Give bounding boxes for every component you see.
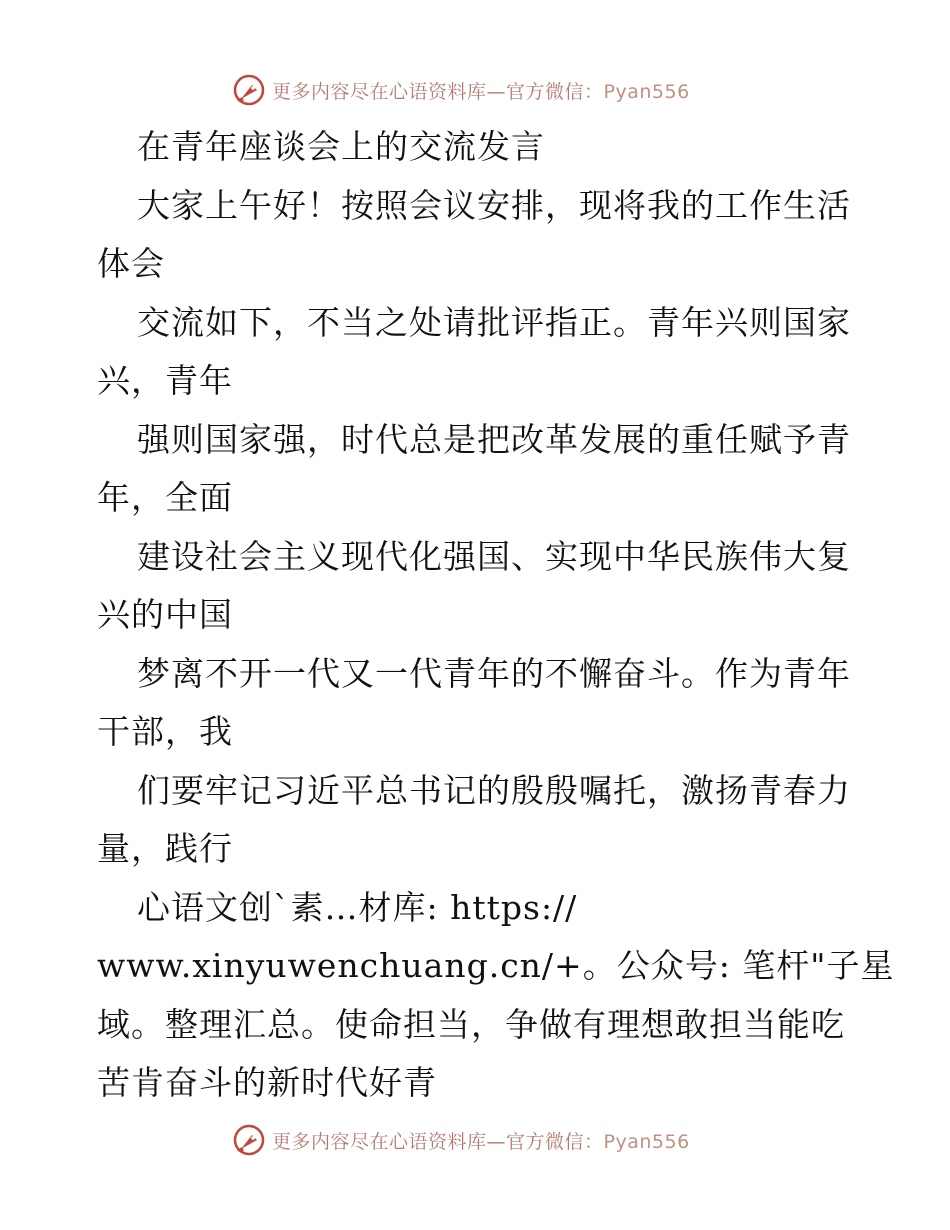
text-line: 体会	[97, 244, 165, 283]
text-line: 们要牢记习近平总书记的殷殷嘱托，激扬青春力	[137, 770, 851, 810]
text-line: 兴，青年	[97, 361, 233, 400]
watermark-wechat-id: Pyan556	[603, 80, 690, 103]
text-line: 干部，我	[97, 712, 233, 751]
watermark-prefix: 更多内容尽在心语资料库—官方微信：	[272, 1130, 604, 1153]
text-line: 建设社会主义现代化强国、实现中华民族伟大复	[137, 536, 851, 576]
text-line: www.xinyuwenchuang.cn/+。公众号: 笔杆"子星	[97, 946, 895, 985]
text-line: 苦肯奋斗的新时代好青	[97, 1063, 437, 1102]
header-watermark	[232, 70, 752, 110]
text-line: 强则国家强，时代总是把改革发展的重任赋予青	[137, 419, 851, 459]
text-line: 大家上午好！按照会议安排，现将我的工作生活	[137, 185, 851, 225]
text-line: 心语文创`素…材库: https://	[137, 887, 578, 927]
pen-nib-logo-icon	[232, 73, 266, 107]
text-line: 梦离不开一代又一代青年的不懈奋斗。作为青年	[137, 653, 851, 693]
watermark-wechat-id: Pyan556	[603, 1130, 690, 1153]
footer-watermark	[232, 1120, 752, 1160]
text-line: 兴的中国	[97, 595, 233, 634]
text-line: 域。整理汇总。使命担当，争做有理想敢担当能吃	[97, 1004, 845, 1044]
document-body	[97, 118, 895, 1113]
watermark-prefix: 更多内容尽在心语资料库—官方微信：	[272, 80, 604, 103]
pen-nib-logo-icon	[232, 1123, 266, 1157]
document-title: 在青年座谈会上的交流发言	[137, 127, 545, 166]
text-line: 交流如下，不当之处请批评指正。青年兴则国家	[137, 302, 851, 342]
text-line: 年，全面	[97, 478, 233, 517]
text-line: 量，践行	[97, 829, 233, 868]
